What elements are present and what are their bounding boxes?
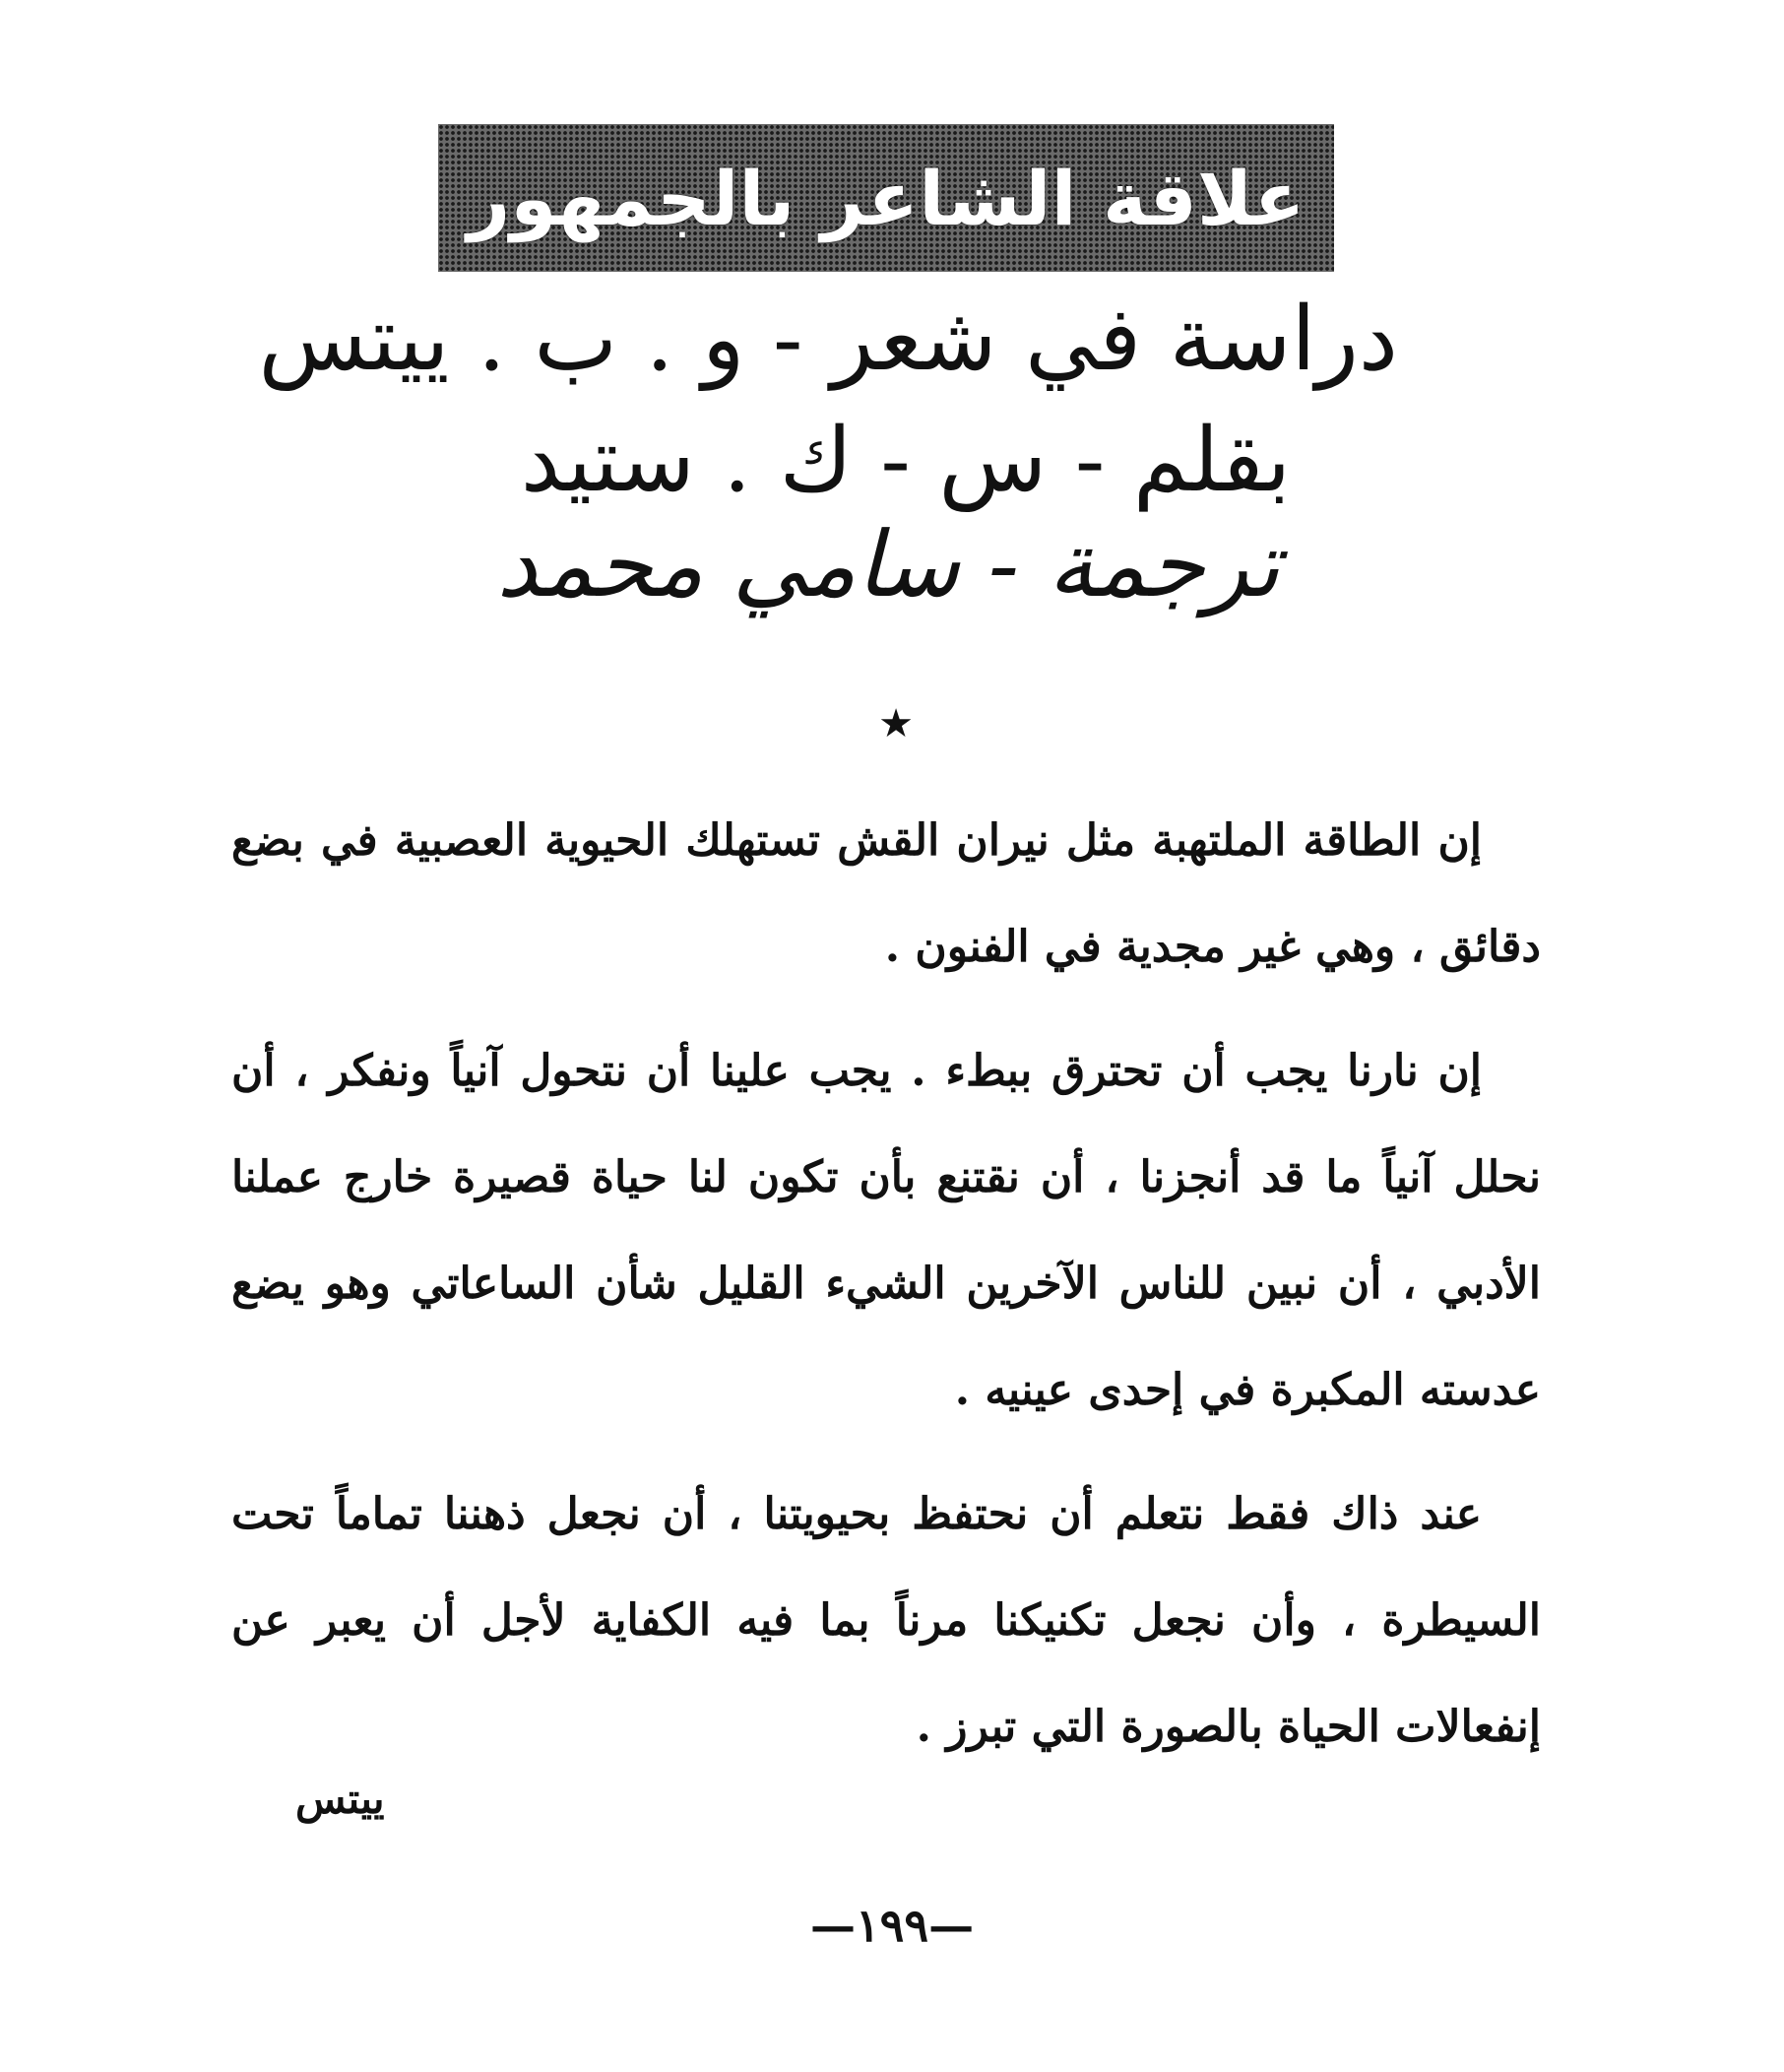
title-banner	[438, 124, 1334, 272]
article-body	[231, 788, 1541, 1798]
star-ornament-icon: ★	[878, 701, 914, 746]
article-subtitle: دراسة في شعر - و . ب . ييتس	[258, 288, 1398, 391]
article-title: علاقة الشاعر بالجمهور	[467, 154, 1306, 242]
paragraph-1: إن الطاقة الملتهبة مثل نيران القش تستهلك الحيوية العصبية في بضع دقائق ، وهي غير مجدية في الفنون .	[231, 815, 1541, 972]
author-line: بقلم - س - ك . ستيد	[520, 409, 1292, 512]
paragraph-3: عند ذاك فقط نتعلم أن نحتفظ بحيويتنا ، أن نجعل ذهننا تماماً تحت السيطرة ، وأن نجعل تكنيكنا مرناً بما فيه الكفاية لأجل أن يعبر عن إنفعالات الحياة بالصورة التي تبرز .	[231, 1489, 1541, 1752]
quote-signature: ييتس	[295, 1775, 385, 1823]
translator-line: ترجمة - سامي محمد	[496, 512, 1280, 617]
paragraph-2: إن نارنا يجب أن تحترق ببطء . يجب علينا أن نتحول آنياً ونفكر ، أن نحلل آنياً ما قد أنجزنا ، أن نقتنع بأن تكون لنا حياة قصيرة خارج عملنا الأدبي ، أن نبين للناس الآخرين الشيء القليل شأن الساعاتي وهو يضع عدسته المكبرة في إحدى عينيه .	[231, 1046, 1541, 1415]
page-number: —١٩٩—	[809, 1899, 975, 1952]
